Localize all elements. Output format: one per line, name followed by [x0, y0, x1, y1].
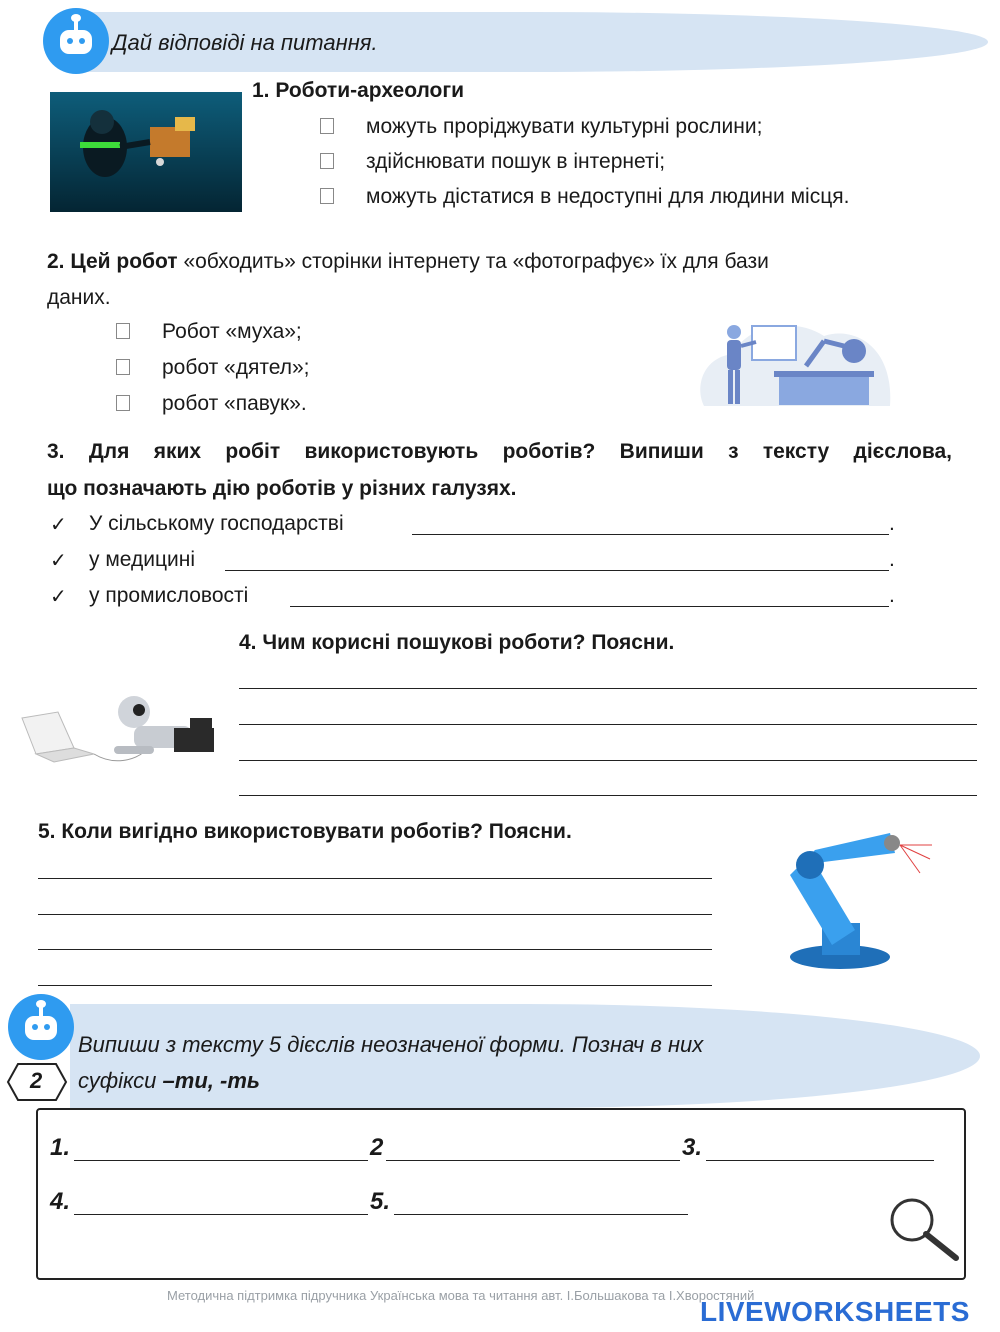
- blank-line-2[interactable]: [386, 1160, 680, 1161]
- blank-label-4: 4.: [50, 1188, 71, 1215]
- line-end-period: .: [889, 548, 895, 571]
- q2-title-continued: даних.: [47, 286, 111, 309]
- q4-answer-line-4[interactable]: [239, 795, 977, 796]
- q5-title: 5. Коли вигідно використовувати роботів? Поясни.: [38, 820, 572, 843]
- q2-option-1[interactable]: Робот «муха»;: [116, 320, 302, 344]
- q3-item-industry: у промисловості: [89, 584, 249, 607]
- q3-answer-line-agriculture[interactable]: [412, 534, 889, 535]
- q1-option-3[interactable]: можуть дістатися в недоступні для людини місця.: [320, 185, 849, 209]
- blank-label-5: 5.: [370, 1188, 391, 1215]
- line-end-period: .: [889, 584, 895, 607]
- blank-line-5[interactable]: [394, 1214, 688, 1215]
- task1-instruction: Дай відповіді на питання.: [112, 30, 378, 55]
- industrial-robot-arm-illustration: [770, 815, 940, 975]
- q2-option-3[interactable]: робот «павук».: [116, 392, 307, 416]
- q5-answer-line-4[interactable]: [38, 985, 712, 986]
- q4-answer-line-2[interactable]: [239, 724, 977, 725]
- check-mark-icon: ✓: [50, 586, 67, 608]
- q3-title-line2: що позначають дію роботів у різних галузях.: [47, 477, 517, 500]
- blank-line-3[interactable]: [706, 1160, 934, 1161]
- checkbox-icon[interactable]: [116, 395, 130, 411]
- q5-answer-line-1[interactable]: [38, 878, 712, 879]
- checkbox-icon[interactable]: [320, 188, 334, 204]
- checkbox-icon[interactable]: [116, 323, 130, 339]
- q3-item-medicine: у медицині: [89, 548, 195, 571]
- q2-option-2[interactable]: робот «дятел»;: [116, 356, 310, 380]
- q5-answer-line-2[interactable]: [38, 914, 712, 915]
- q1-option-2[interactable]: здійснювати пошук в інтернеті;: [320, 150, 665, 174]
- check-mark-icon: ✓: [50, 514, 67, 536]
- q3-answer-line-industry[interactable]: [290, 606, 889, 607]
- blank-label-3: 3.: [682, 1134, 703, 1161]
- q3-item-agriculture: У сільському господарстві: [89, 512, 344, 535]
- q5-answer-line-3[interactable]: [38, 949, 712, 950]
- footer-credit: Методична підтримка підручника Українська мова та читання авт. І.Большакова та І.Хворостяний: [167, 1288, 755, 1303]
- liveworksheets-logo[interactable]: LIVEWORKSHEETS: [700, 1296, 970, 1327]
- q4-title: 4. Чим корисні пошукові роботи? Поясни.: [239, 631, 675, 654]
- q2-title: 2. Цей робот «обходить» сторінки інтернету та «фотографує» їх для бази: [47, 250, 769, 273]
- blank-line-1[interactable]: [74, 1160, 368, 1161]
- task2-answer-frame: [36, 1108, 966, 1280]
- checkbox-icon[interactable]: [320, 118, 334, 134]
- task2-instruction-line2: суфікси –ти, -ть: [78, 1068, 260, 1093]
- robot-badge-icon: [43, 8, 109, 74]
- q1-option-1[interactable]: можуть проріджувати культурні рослини;: [320, 115, 762, 139]
- magnifier-icon: [886, 1194, 962, 1264]
- robot-lab-illustration: [694, 316, 900, 408]
- robot-with-laptop-illustration: [14, 688, 228, 770]
- check-mark-icon: ✓: [50, 550, 67, 572]
- task2-number: 2: [30, 1068, 43, 1093]
- blank-label-2: 2: [370, 1134, 384, 1161]
- blank-label-1: 1.: [50, 1134, 71, 1161]
- q3-title-line1: 3. Для яких робіт використовують роботів? Випиши з тексту дієслова,: [47, 440, 952, 463]
- underwater-robot-image: [50, 92, 242, 212]
- checkbox-icon[interactable]: [320, 153, 334, 169]
- q4-answer-line-1[interactable]: [239, 688, 977, 689]
- checkbox-icon[interactable]: [116, 359, 130, 375]
- blank-line-4[interactable]: [74, 1214, 368, 1215]
- line-end-period: .: [889, 512, 895, 535]
- task2-instruction-line1: Випиши з тексту 5 дієслів неозначеної форми. Познач в них: [78, 1032, 704, 1057]
- q1-title: 1. Роботи-археологи: [252, 79, 465, 102]
- robot-badge-icon: [8, 994, 74, 1060]
- q3-answer-line-medicine[interactable]: [225, 570, 889, 571]
- q4-answer-line-3[interactable]: [239, 760, 977, 761]
